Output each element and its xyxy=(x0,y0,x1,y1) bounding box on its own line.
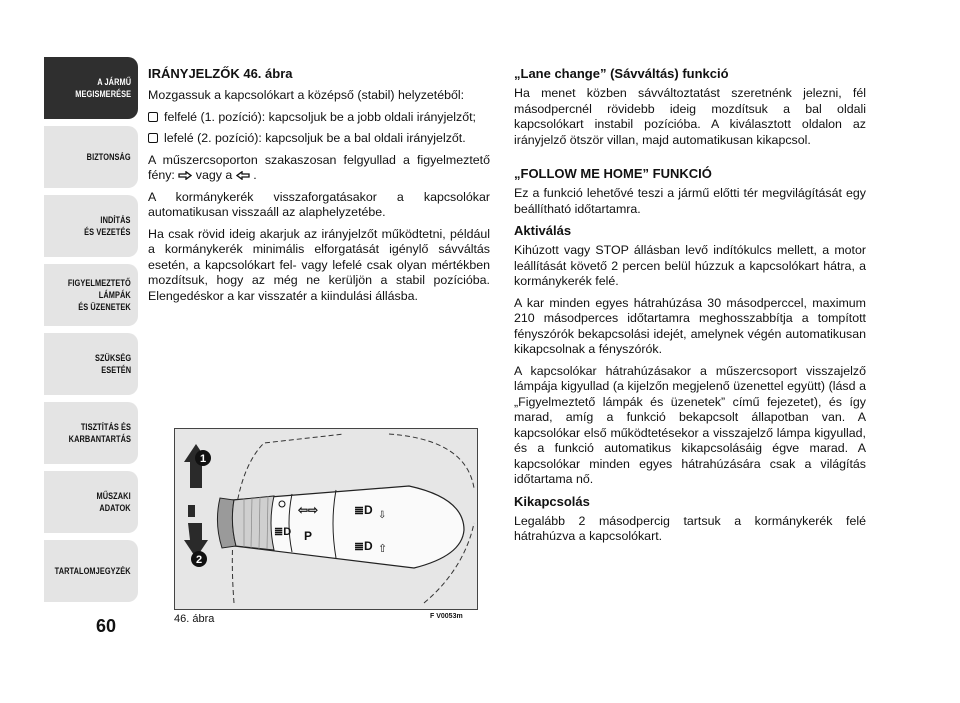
svg-text:⇩: ⇩ xyxy=(378,510,387,521)
list-item xyxy=(148,131,490,147)
paragraph: A kapcsolókar hátrahúzásakor a műszercsoport visszajelző lámpája kigyullad (a kijelzőn megjelenő üzenettel együtt) (lásd a „Figyelmeztető lámpák és üzenetek” című fejezetet), és így marad, amíg a funkció bekapcsolt állapotban van. A kapcsolókar első működtetésekor a visszajelző lámpa kigyullad, és a funkció automatikus kikapcsolásáig égve marad. A kapcsolókar minden egyes hátrahúzására csak a világítás időtartama nő. xyxy=(514,363,866,486)
list-item-text: lefelé (2. pozíció): kapcsoljuk be a bal oldali irányjelzőt. xyxy=(164,131,466,145)
svg-text:⇧: ⇧ xyxy=(378,543,388,555)
position-marker-2: 2 xyxy=(195,554,203,566)
tab-label: FIGYELMEZTETŐ LÁMPÁK ÉS ÜZENETEK xyxy=(68,278,131,312)
tab-label: TISZTÍTÁS ÉS KARBANTARTÁS xyxy=(68,422,131,444)
list-item-text: felfelé (1. pozíció): kapcsoljuk be a jobb oldali irányjelzőt; xyxy=(164,109,476,124)
tab-figyelmezteto-lampak[interactable] xyxy=(44,264,138,326)
paragraph-text: . xyxy=(253,168,257,182)
paragraph: Kihúzott vagy STOP állásban levő indítókulcs mellett, a motor leállítását követő 2 percen belül húzzuk a kapcsolókart hátra, a kormánykerék felé. xyxy=(514,243,866,288)
tab-muszaki-adatok[interactable] xyxy=(44,471,138,533)
tab-label: INDÍTÁS ÉS VEZETÉS xyxy=(84,215,131,237)
figure-caption: 46. ábra xyxy=(174,613,215,625)
section-heading-follow-me-home: „FOLLOW ME HOME” FUNKCIÓ xyxy=(514,166,712,181)
tab-a-jarmu-megismerese[interactable] xyxy=(44,57,138,119)
tab-tartalomjegyzek[interactable] xyxy=(44,540,138,602)
tab-label: SZÜKSÉG ESETÉN xyxy=(94,353,131,375)
paragraph: Ez a funkció lehetővé teszi a jármű előtti tér megvilágítását egy beállítható időtartamra. xyxy=(514,186,866,216)
left-column xyxy=(148,66,490,310)
left-arrow-icon xyxy=(236,171,250,180)
tab-label: A JÁRMŰ MEGISMERÉSE xyxy=(75,77,131,99)
tab-biztonsag[interactable] xyxy=(44,126,138,188)
right-arrow-icon xyxy=(178,171,192,180)
section-heading-lane-change: „Lane change” (Sávváltás) funkció xyxy=(514,66,729,81)
subheading-kikapcsolas: Kikapcsolás xyxy=(514,493,590,509)
tab-tisztitas-karbantartas[interactable] xyxy=(44,402,138,464)
checkbox-bullet-icon xyxy=(148,112,158,122)
paragraph: A kormánykerék visszaforgatásakor a kapcsolókar automatikusan visszaáll az alaphelyzetébe. xyxy=(148,189,490,219)
svg-text:≣D: ≣D xyxy=(354,539,373,553)
paragraph-text: vagy a xyxy=(195,168,233,182)
page-number: 60 xyxy=(96,616,117,636)
tab-label: MŰSZAKI ADATOK xyxy=(96,491,131,513)
parking-light-symbol: P xyxy=(304,529,313,543)
paragraph: Mozgassuk a kapcsolókart a középső (stabil) helyzetéből: xyxy=(148,88,465,102)
tab-inditas-es-vezetes[interactable] xyxy=(44,195,138,257)
section-heading-iranyjelzok: IRÁNYJELZŐK 46. ábra xyxy=(148,66,293,81)
position-marker-1: 1 xyxy=(199,453,207,465)
right-column xyxy=(514,66,866,551)
paragraph xyxy=(148,153,490,184)
checkbox-bullet-icon xyxy=(148,133,158,143)
paragraph: Ha menet közben sávváltoztatást szeretnénk jelezni, fél másodpercnél rövidebb ideig mozdítsuk a bal oldali kapcsolókart instabil pozícióba. A kiválasztott oldalon az irányjelző ötször villan, majd automatikusan kikapcsol. xyxy=(514,86,866,147)
list-item xyxy=(148,110,490,126)
svg-text:≣D: ≣D xyxy=(274,526,292,538)
paragraph: A kar minden egyes hátrahúzása 30 másodperccel, maximum 210 másodperces időtartamra meghosszabbítja a tompított fényszórók bekapcsolási idejét, amelynek végén automatikusan kikapcsolnak a fényszórók. xyxy=(514,295,866,356)
subheading-aktivalas: Aktiválás xyxy=(514,223,572,238)
tab-szukseg-eseten[interactable] xyxy=(44,333,138,395)
paragraph: Legalább 2 másodpercig tartsuk a kormánykerék felé hátrahúzva a kapcsolókart. xyxy=(514,513,866,543)
svg-text:⇦⇨: ⇦⇨ xyxy=(298,503,319,517)
svg-text:≣D: ≣D xyxy=(354,503,373,517)
paragraph: Ha csak rövid ideig akarjuk az irányjelzőt működtetni, például a kormánykerék minimális elforgatását igénylő sávváltás esetén, a kapcsolókart fel- vagy lefelé csak olyan mértékben mozdítsuk, hogy az még ne kerüljön a stabil pozícióba. Elengedéskor a kar visszatér a kiindulási állásba. xyxy=(148,226,490,303)
tab-label: TARTALOMJEGYZÉK xyxy=(55,566,131,576)
figure-46-lever-illustration xyxy=(174,428,478,610)
figure-code: F V0053m xyxy=(430,613,463,620)
tab-label: BIZTONSÁG xyxy=(86,152,131,162)
paragraph-text: A műszercsoporton szakaszosan felgyullad a figyelmeztető fény: xyxy=(148,152,490,182)
